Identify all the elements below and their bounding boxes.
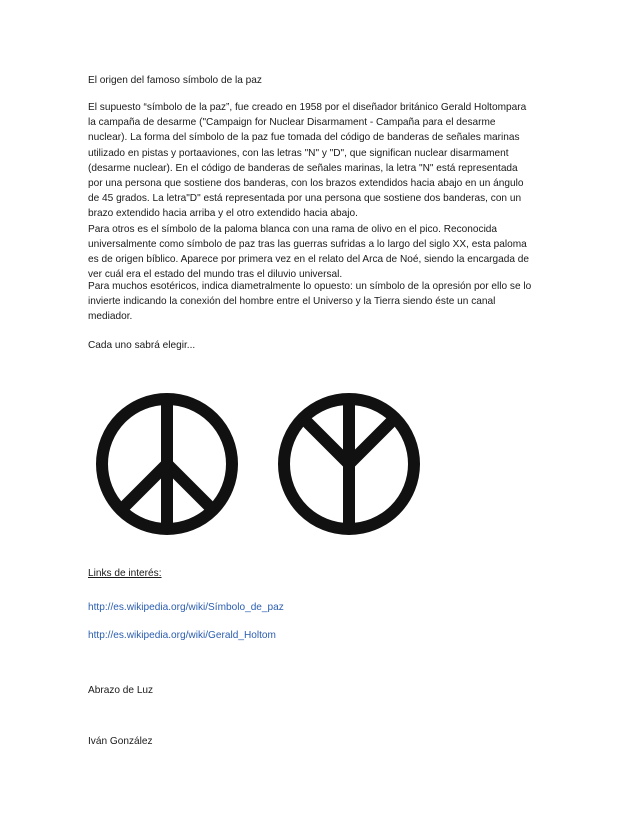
links-heading: Links de interés: xyxy=(88,568,162,579)
paragraph-line: brazo extendido hacia arriba y el otro extendido hacia abajo. xyxy=(88,208,358,220)
paragraph-line: Para muchos esotéricos, indica diametralmente lo opuesto: un símbolo de la opresión por ello se lo xyxy=(88,281,532,292)
peace-symbol-icon xyxy=(92,389,242,539)
author-name: Iván González xyxy=(88,736,153,747)
link-simbolo-de-paz[interactable]: http://es.wikipedia.org/wiki/Símbolo_de_paz xyxy=(88,602,284,613)
paragraph-line: por una persona que sostiene dos banderas, con los brazos extendidos hacia abajo en un ángulo xyxy=(88,178,524,190)
paragraph-line: ver cuál era el estado del mundo tras el diluvio universal. xyxy=(88,269,343,281)
paragraph-line: (desarme nuclear). En el código de banderas de señales marinas, la letra "N" está representada xyxy=(88,162,518,174)
paragraph-line: es de origen bíblico. Aparece por primera vez en el relato del Arca de Noé, siendo la encargada de xyxy=(88,254,530,266)
paragraph-line: de 45 grados. La letra"D" está representada por una persona que sostiene dos banderas, con un xyxy=(88,193,522,205)
paragraph-line: universalmente como símbolo de paz tras las guerras sufridas a lo largo del siglo XX, esta paloma xyxy=(88,238,527,250)
paragraph-line: El supuesto “símbolo de la paz”, fue creado en 1958 por el diseñador británico Gerald Holtompara xyxy=(88,102,527,113)
paragraph-line: utilizado en pistas y portaaviones, con las letras "N" y "D", que significan nuclear disarmament xyxy=(88,147,509,159)
paragraph-line: nuclear). La forma del símbolo de la paz fue tomada del código de banderas de señales marinas xyxy=(88,132,520,144)
link-gerald-holtom[interactable]: http://es.wikipedia.org/wiki/Gerald_Holtom xyxy=(88,630,276,641)
paragraph-line: mediador. xyxy=(88,311,133,323)
paragraph-line: invierte indicando la conexión del hombre entre el Universo y la Tierra siendo éste un canal xyxy=(88,296,496,308)
paragraph-line: la campaña de desarme ("Campaign for Nuclear Disarmament - Campaña para el desarme xyxy=(88,117,496,129)
paragraph-origin xyxy=(88,100,558,282)
article-title: El origen del famoso símbolo de la paz xyxy=(88,75,262,86)
closing-line: Cada uno sabrá elegir... xyxy=(88,340,196,351)
paragraph-line: Para otros es el símbolo de la paloma blanca con una rama de olivo en el pico. Reconocida xyxy=(88,223,498,235)
greeting: Abrazo de Luz xyxy=(88,685,154,696)
paragraph-esoteric xyxy=(88,279,558,325)
inverted-peace-symbol-icon xyxy=(274,389,424,539)
peace-symbols-figure xyxy=(88,389,558,539)
